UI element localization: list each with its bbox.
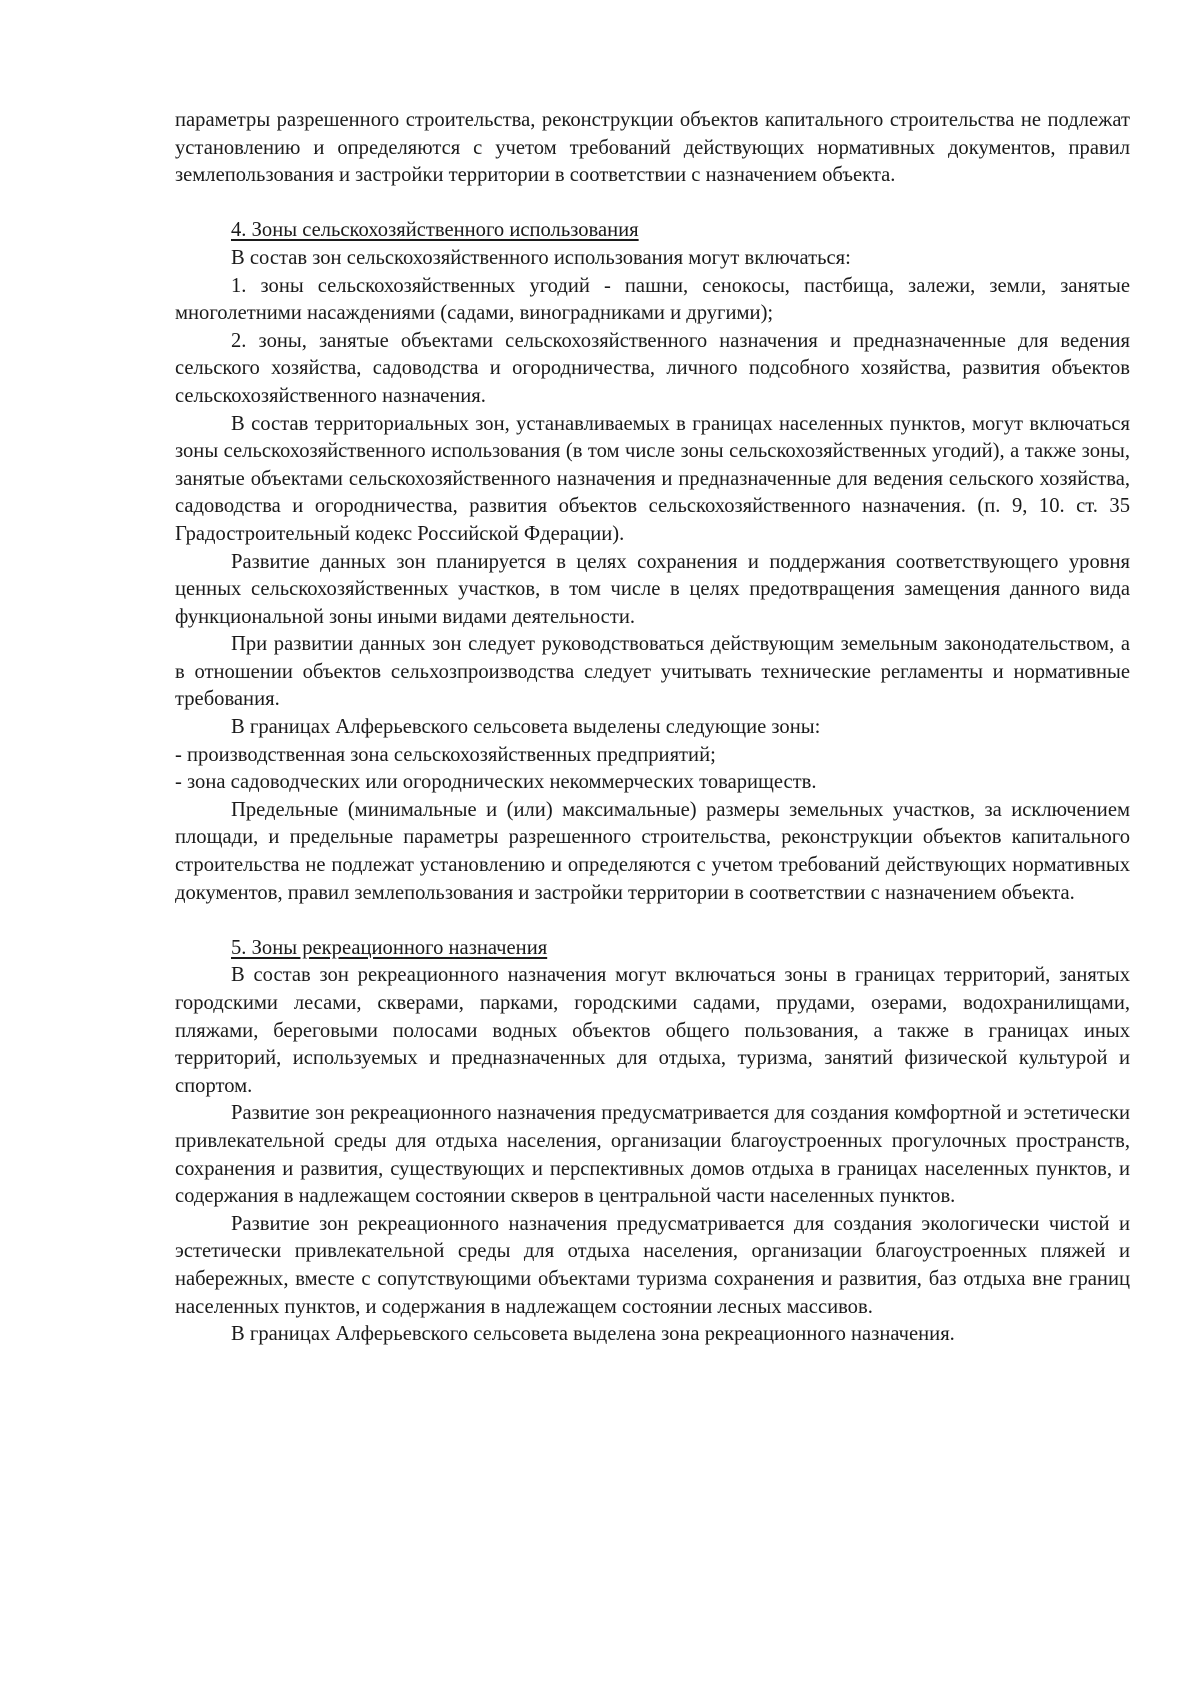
section-5-paragraph-2: Развитие зон рекреационного назначения предусматривается для создания комфортной и эстетически привлекательной среды для отдыха населения, организации благоустроенных прогулочных пространств, сохранения и развития, существующих и перспективных домов отдыха в границах населенных пунктов, и содержания в надлежащем состоянии скверов в центральной части населенных пунктов. bbox=[175, 1102, 1130, 1208]
section-4-heading bbox=[175, 217, 1130, 245]
section-4-paragraph-3: 2. зоны, занятые объектами сельскохозяйственного назначения и предназначенные для ведения сельского хозяйства, садоводства и огородничества, личного подсобного хозяйства, развития объектов сельскохозяйственного назначения. bbox=[175, 329, 1130, 407]
section-5-paragraph-3: Развитие зон рекреационного назначения предусматривается для создания экологически чистой и эстетически привлекательной среды для отдыха населения, организации благоустроенных пляжей и набережных, вместе с сопутствующими объектами туризма сохранения и развития, баз отдыха вне границ населенных пунктов, и содержания в надлежащем состоянии лесных массивов. bbox=[175, 1212, 1130, 1318]
section-5-heading bbox=[175, 935, 1130, 963]
section-4-heading-text: 4. Зоны сельскохозяйственного использования bbox=[231, 219, 639, 242]
section-4-paragraph-6: При развитии данных зон следует руководствоваться действующим земельным законодательством, а в отношении объектов сельхозпроизводства следует учитывать технические регламенты и нормативные требования. bbox=[175, 633, 1130, 711]
section-5-heading-text: 5. Зоны рекреационного назначения bbox=[231, 936, 548, 959]
section-4-paragraph-1: В состав зон сельскохозяйственного использования могут включаться: bbox=[231, 246, 851, 269]
section-5-paragraph-1: В состав зон рекреационного назначения могут включаться зоны в границах территорий, занятых городскими лесами, скверами, парками, городскими садами, прудами, озерами, водохранилищами, пляжами, береговыми полосами водных объектов общего пользования, а также в границах иных территорий, используемых и предназначенных для отдыха, туризма, занятий физической культурой и спортом. bbox=[175, 964, 1130, 1097]
section-4-list-item-1: - производственная зона сельскохозяйственных предприятий; bbox=[175, 743, 716, 766]
continuation-paragraph: параметры разрешенного строительства, реконструкции объектов капитального строительства не подлежат установлению и определяются с учетом требований действующих нормативных документов, правил землепользования и застройки территории в соответствии с назначением объекта. bbox=[175, 109, 1130, 187]
section-4-paragraph-10: Предельные (минимальные и (или) максимальные) размеры земельных участков, за исключением площади, и предельные параметры разрешенного строительства, реконструкции объектов капитального строительства не подлежат установлению и определяются с учетом требований действующих нормативных документов, правил землепользования и застройки территории в соответствии с назначением объекта. bbox=[175, 798, 1130, 904]
section-4-paragraph-7: В границах Алферьевского сельсовета выделены следующие зоны: bbox=[231, 716, 821, 739]
section-4-paragraph-4: В состав территориальных зон, устанавливаемых в границах населенных пунктов, могут включаться зоны сельскохозяйственного использования (в том числе зоны сельскохозяйственных угодий), а также зоны, занятые объектами сельскохозяйственного назначения и предназначенные для ведения сельского хозяйства, садоводства и огородничества, развития объектов сельскохозяйственного назначения. (п. 9, 10. ст. 35 Градостроительный кодекс Российской Фдерации). bbox=[175, 412, 1130, 545]
section-4-paragraph-5: Развитие данных зон планируется в целях сохранения и поддержания соответствующего уровня ценных сельскохозяйственных участков, в том числе в целях предотвращения замещения данного вида функциональной зоны иными видами деятельности. bbox=[175, 550, 1130, 628]
section-gap bbox=[175, 190, 1130, 218]
section-4-paragraph-2: 1. зоны сельскохозяйственных угодий - пашни, сенокосы, пастбища, залежи, земли, занятые многолетними насаждениями (садами, виноградниками и другими); bbox=[175, 274, 1130, 325]
section-5-paragraph-4: В границах Алферьевского сельсовета выделена зона рекреационного назначения. bbox=[231, 1323, 955, 1346]
section-gap bbox=[175, 907, 1130, 935]
document-page bbox=[175, 107, 1130, 1349]
section-4-list-item-2: - зона садоводческих или огороднических некоммерческих товариществ. bbox=[175, 771, 817, 794]
